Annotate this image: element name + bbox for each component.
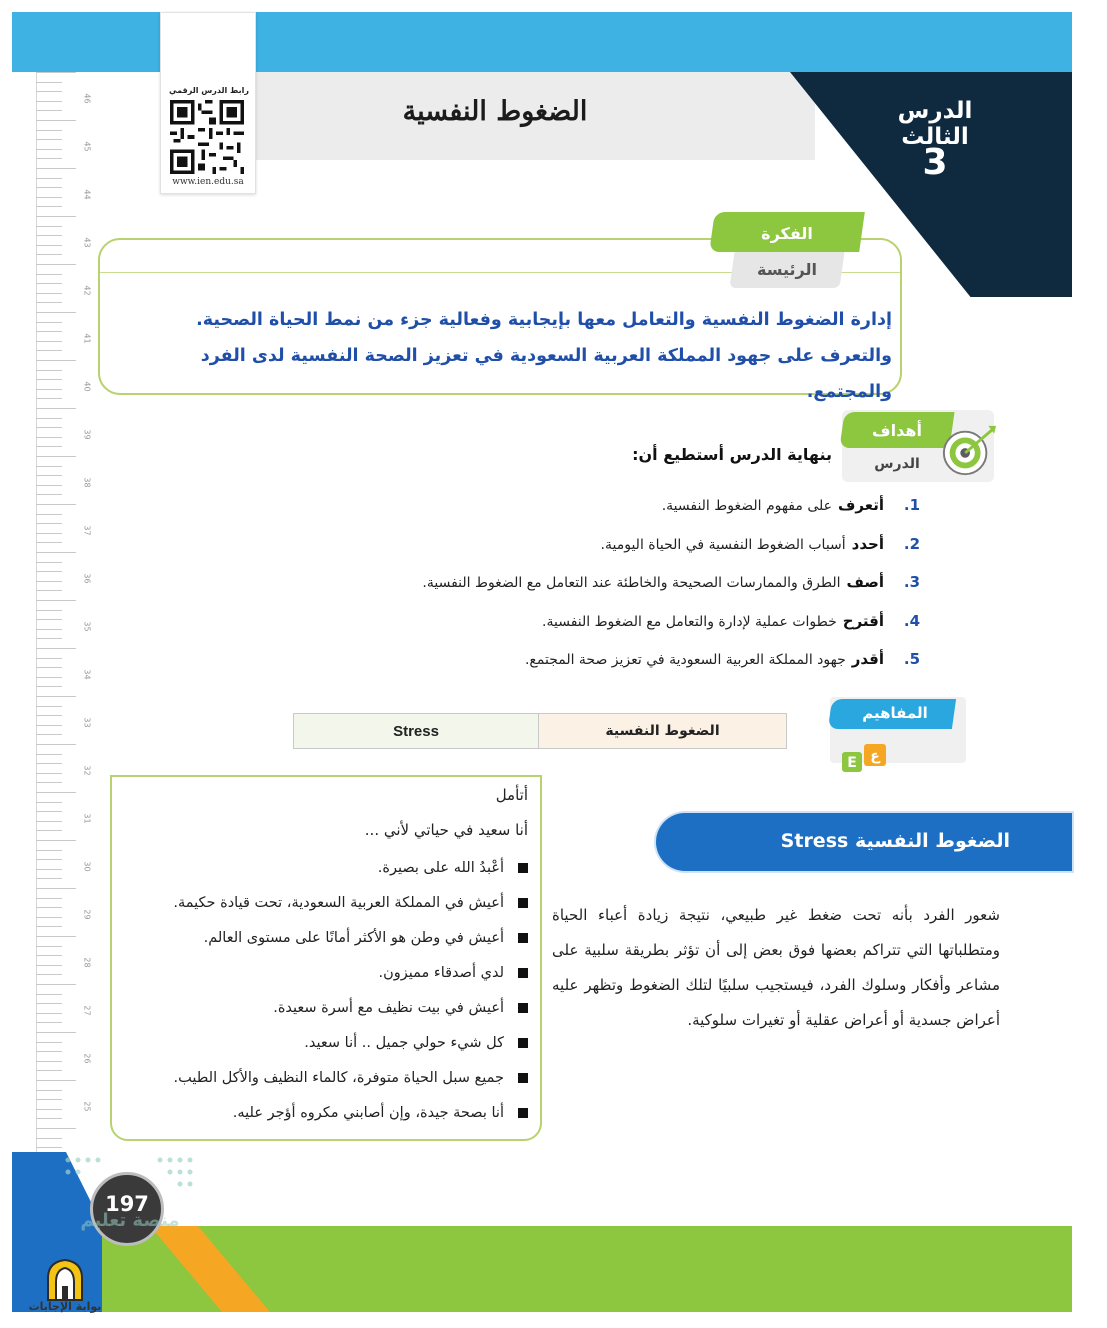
lesson-title: الضغوط النفسية <box>402 96 588 127</box>
ruler-tick <box>36 1147 62 1148</box>
ruler-tick <box>36 888 76 889</box>
reflection-item <box>118 1060 530 1095</box>
ruler-tick <box>36 254 62 255</box>
ruler-tick <box>36 917 62 918</box>
ruler-number: 42 <box>82 285 92 296</box>
reflection-intro: أنا سعيد في حياتي لأني ... <box>364 821 528 839</box>
ruler-tick <box>36 686 62 687</box>
ruler-number: 45 <box>82 141 92 152</box>
main-idea-label-1: الفكرة <box>761 224 813 243</box>
ruler-tick <box>36 446 62 447</box>
ruler-tick <box>36 648 76 649</box>
ruler-number: 44 <box>82 189 92 200</box>
reflection-item <box>118 990 530 1025</box>
ruler-tick <box>36 312 76 313</box>
ruler-tick <box>36 859 62 860</box>
ruler-tick <box>36 341 62 342</box>
ruler-tick <box>36 744 76 745</box>
reflection-item <box>118 885 530 920</box>
ruler-tick <box>36 504 76 505</box>
ruler-tick <box>36 677 62 678</box>
ruler-tick <box>36 408 76 409</box>
qr-label: رابط الدرس الرقمي <box>169 86 249 95</box>
ruler-tick <box>36 427 62 428</box>
reflection-item-text: أنا بصحة جيدة، وإن أصابني مكروه أؤجر عليه. <box>232 1104 504 1121</box>
ruler-tick <box>36 667 62 668</box>
ruler-tick <box>36 850 62 851</box>
ruler-number: 29 <box>82 909 92 920</box>
objectives-label-1: أهداف <box>872 421 922 440</box>
page-number: 197 <box>105 1192 149 1216</box>
ruler-tick <box>36 139 62 140</box>
ruler-tick <box>36 168 76 169</box>
ruler-tick <box>36 754 62 755</box>
ruler-tick <box>36 965 62 966</box>
ruler-tick <box>36 1109 62 1110</box>
ruler-tick <box>36 523 62 524</box>
ruler-tick <box>36 629 62 630</box>
ruler-tick <box>36 706 62 707</box>
ruler-tick <box>36 811 62 812</box>
ruler-tick <box>36 1118 62 1119</box>
bullet-square-icon <box>518 1038 528 1048</box>
ruler-tick <box>36 456 76 457</box>
reflection-item-text: أعْبدُ الله على بصيرة. <box>377 859 504 876</box>
ruler-tick <box>36 130 62 131</box>
ruler-tick <box>36 1061 62 1062</box>
ruler-tick <box>36 322 62 323</box>
bullet-square-icon <box>518 933 528 943</box>
ruler-tick <box>36 379 62 380</box>
bullet-square-icon <box>518 1073 528 1083</box>
ruler-tick <box>36 466 62 467</box>
mosque-logo-icon <box>40 1256 90 1302</box>
ruler-tick <box>36 226 62 227</box>
reflection-item <box>118 920 530 955</box>
ruler-tick <box>36 830 62 831</box>
reflection-item <box>118 955 530 990</box>
ruler-tick <box>36 658 62 659</box>
objective-verb: أصف <box>846 573 884 591</box>
ruler-tick <box>36 331 62 332</box>
objective-number: 1. <box>903 496 920 514</box>
ruler-tick <box>36 802 62 803</box>
ruler-tick <box>36 437 62 438</box>
ruler-number: 37 <box>82 525 92 536</box>
ruler-tick <box>36 773 62 774</box>
ruler-tick <box>36 216 76 217</box>
ruler-tick <box>36 725 62 726</box>
ruler-tick <box>36 418 62 419</box>
ruler-tick <box>36 514 62 515</box>
ruler-tick <box>36 792 76 793</box>
objective-number: 5. <box>903 650 920 668</box>
stress-title: الضغوط النفسية Stress <box>780 830 1010 852</box>
objective-number: 4. <box>903 611 920 630</box>
ruler-tick <box>36 840 76 841</box>
ruler-tick <box>36 494 62 495</box>
bullet-square-icon <box>518 863 528 873</box>
ruler-tick <box>36 235 62 236</box>
ruler-tick <box>36 1128 76 1129</box>
ruler-tick <box>36 946 62 947</box>
qr-url[interactable]: www.ien.edu.sa <box>172 177 244 187</box>
reflection-item <box>118 1025 530 1060</box>
objective-text: جهود المملكة العربية السعودية في تعزيز صحة المجتمع. <box>524 652 846 668</box>
objective-item <box>280 535 920 574</box>
ruler-tick <box>36 638 62 639</box>
ruler-number: 38 <box>82 477 92 488</box>
ruler-tick <box>36 571 62 572</box>
concepts-label: المفاهيم <box>862 704 928 722</box>
ruler-number: 31 <box>82 813 92 824</box>
ruler-tick <box>36 178 62 179</box>
ruler-tick <box>36 715 62 716</box>
ruler-tick <box>36 926 62 927</box>
concept-term-english: Stress <box>294 714 539 748</box>
concepts-icon-letter-en: E <box>847 755 857 771</box>
ruler-number: 25 <box>82 1101 92 1112</box>
ruler-number: 43 <box>82 237 92 248</box>
language-icon <box>840 740 894 776</box>
bullet-square-icon <box>518 1108 528 1118</box>
ruler-tick <box>36 696 76 697</box>
objective-verb: أقترح <box>842 611 884 630</box>
ruler-tick <box>36 1138 62 1139</box>
objective-number: 2. <box>903 534 920 553</box>
ruler-tick <box>36 1032 76 1033</box>
stress-definition: شعور الفرد بأنه تحت ضغط غير طبيعي، نتيجة زيادة أعباء الحياة ومتطلباتها التي تتراكم بعضها فوق بعض إلى أن تؤثر بطريقة سلبية على مشاعر وأفكار وسلوك الفرد، فيستجيب سلبيًا لتلك الضغوط وتظهر عليه أعراض جسدية أو أعراض عقلية أو تغيرات سلوكية. <box>552 906 1000 1029</box>
objective-item <box>280 650 920 689</box>
ruler-tick <box>36 763 62 764</box>
side-ruler <box>36 72 96 1152</box>
ruler-number: 35 <box>82 621 92 632</box>
ruler-tick <box>36 994 62 995</box>
reflection-item-text: كل شيء حولي جميل .. أنا سعيد. <box>304 1034 504 1051</box>
ruler-tick <box>36 1003 62 1004</box>
objective-item <box>280 573 920 612</box>
ruler-number: 27 <box>82 1005 92 1016</box>
ruler-tick <box>36 370 62 371</box>
ruler-tick <box>36 485 62 486</box>
objective-verb: أتعرف <box>838 496 884 514</box>
ruler-tick <box>36 984 76 985</box>
ruler-tick <box>36 120 76 121</box>
ruler-tick <box>36 1070 62 1071</box>
ruler-tick <box>36 562 62 563</box>
ruler-tick <box>36 610 62 611</box>
target-icon <box>940 422 998 480</box>
ruler-tick <box>36 1051 62 1052</box>
ruler-tick <box>36 869 62 870</box>
watermark: منصة تعليم <box>80 1210 180 1231</box>
reflection-item <box>118 1095 530 1130</box>
ruler-number: 40 <box>82 381 92 392</box>
ruler-number: 33 <box>82 717 92 728</box>
ruler-tick <box>36 974 62 975</box>
ruler-tick <box>36 619 62 620</box>
ruler-number: 32 <box>82 765 92 776</box>
ruler-tick <box>36 542 62 543</box>
reflection-item <box>118 850 530 885</box>
ruler-tick <box>36 293 62 294</box>
ruler-tick <box>36 1080 76 1081</box>
ruler-tick <box>36 264 76 265</box>
objective-verb: أحدد <box>851 534 884 553</box>
ruler-tick <box>36 821 62 822</box>
reflection-title: أتأمل <box>495 786 528 804</box>
ruler-tick <box>36 1013 62 1014</box>
reflection-item-text: أعيش في وطن هو الأكثر أمانًا على مستوى العالم. <box>203 929 504 946</box>
objective-item <box>280 612 920 651</box>
ruler-tick <box>36 197 62 198</box>
ruler-tick <box>36 734 62 735</box>
ruler-tick <box>36 590 62 591</box>
ruler-number: 41 <box>82 333 92 344</box>
lesson-number: 3 <box>922 142 948 183</box>
objectives-list <box>280 496 920 689</box>
qr-code-icon[interactable] <box>170 100 244 174</box>
bullet-square-icon <box>518 898 528 908</box>
ruler-tick <box>36 398 62 399</box>
objective-item <box>280 496 920 535</box>
ruler-tick <box>36 898 62 899</box>
ruler-number: 26 <box>82 1053 92 1064</box>
ruler-tick <box>36 1090 62 1091</box>
ruler-number: 36 <box>82 573 92 584</box>
ruler-tick <box>36 475 62 476</box>
ruler-tick <box>36 283 62 284</box>
main-idea-label-2: الرئيسة <box>757 260 817 279</box>
objective-text: على مفهوم الضغوط النفسية. <box>661 498 832 514</box>
reflection-item-text: جميع سبل الحياة متوفرة، كالماء النظيف والأكل الطيب. <box>173 1069 504 1086</box>
ruler-tick <box>36 158 62 159</box>
objective-text: خطوات عملية لإدارة والتعامل مع الضغوط النفسية. <box>542 613 837 630</box>
concept-term-arabic: الضغوط النفسية <box>539 714 786 748</box>
ruler-tick <box>36 389 62 390</box>
ruler-tick <box>36 302 62 303</box>
objective-verb: أقدر <box>851 650 884 668</box>
ruler-tick <box>36 350 62 351</box>
ruler-tick <box>36 1099 62 1100</box>
ruler-number: 28 <box>82 957 92 968</box>
ruler-tick <box>36 782 62 783</box>
concepts-table <box>293 713 787 749</box>
objectives-intro: بنهاية الدرس أستطيع أن: <box>632 445 832 464</box>
ruler-tick <box>36 581 62 582</box>
objective-number: 3. <box>903 573 920 591</box>
portal-name: بوابة الإجابات <box>28 1300 102 1313</box>
reflection-list <box>118 850 530 1130</box>
bullet-square-icon <box>518 968 528 978</box>
ruler-tick <box>36 552 76 553</box>
ruler-tick <box>36 274 62 275</box>
ruler-tick <box>36 72 76 73</box>
ruler-tick <box>36 600 76 601</box>
ruler-tick <box>36 187 62 188</box>
ruler-tick <box>36 533 62 534</box>
ruler-number: 46 <box>82 93 92 104</box>
objective-text: أسباب الضغوط النفسية في الحياة اليومية. <box>600 536 846 553</box>
ruler-tick <box>36 101 62 102</box>
reflection-item-text: أعيش في المملكة العربية السعودية، تحت قيادة حكيمة. <box>173 894 504 911</box>
ruler-number: 30 <box>82 861 92 872</box>
ruler-tick <box>36 206 62 207</box>
main-idea-line-1: إدارة الضغوط النفسية والتعامل معها بإيجابية وفعالية جزء من نمط الحياة الصحية. <box>196 310 892 330</box>
bullet-square-icon <box>518 1003 528 1013</box>
main-idea-text <box>112 302 892 410</box>
objective-text: الطرق والممارسات الصحيحة والخاطئة عند التعامل مع الضغوط النفسية. <box>422 575 841 591</box>
reflection-item-text: لدي أصدقاء مميزون. <box>378 964 504 981</box>
ruler-tick <box>36 91 62 92</box>
ruler-tick <box>36 1022 62 1023</box>
objectives-label-2: الدرس <box>874 456 920 472</box>
ruler-tick <box>36 110 62 111</box>
ruler-tick <box>36 955 62 956</box>
ruler-tick <box>36 149 62 150</box>
ruler-number: 39 <box>82 429 92 440</box>
ruler-tick <box>36 360 76 361</box>
main-idea-line-2: والتعرف على جهود المملكة العربية السعودية في تعزيز الصحة النفسية لدى الفرد والمجتمع. <box>200 346 892 402</box>
concepts-icon-letter-ar: ع <box>870 748 880 764</box>
ruler-tick <box>36 878 62 879</box>
ruler-tick <box>36 245 62 246</box>
ruler-tick <box>36 936 76 937</box>
ruler-tick <box>36 1042 62 1043</box>
lesson-label: الدرس الثالث <box>897 98 973 150</box>
ruler-tick <box>36 82 62 83</box>
ruler-tick <box>36 907 62 908</box>
reflection-item-text: أعيش في بيت نظيف مع أسرة سعيدة. <box>273 999 504 1016</box>
ruler-number: 34 <box>82 669 92 680</box>
